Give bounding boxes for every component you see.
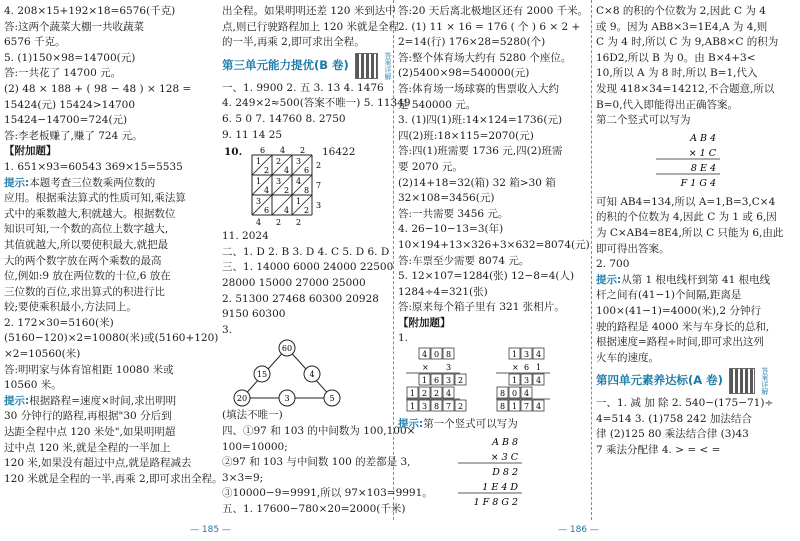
text-line: (2)5400×98=540000(元) <box>398 67 530 80</box>
text-line: 答:四(1)班需要 1736 元,四(2)班需 <box>398 145 563 158</box>
text-line: 3. (1)四(1)班:14×124=1736(元) <box>398 114 563 127</box>
grid-bottom-digit: 2 <box>296 218 302 228</box>
text-line: (2) 48 × 188 + ( 98 − 48 ) × 128 = <box>4 82 192 95</box>
grid-bottom-digit: 2 <box>276 218 282 228</box>
qr-code-icon[interactable] <box>355 53 378 79</box>
grid-cell-digit: 1 <box>256 177 262 187</box>
vertical-1-digit: 3 <box>422 402 428 412</box>
text-line: 10560 米。 <box>4 379 62 392</box>
text-line: 其值就越大,所以要使积最大,就把最 <box>4 238 169 251</box>
text-line: 2. (1) 11 × 16 = 176 ( 个 ) 6 × 2 + <box>398 20 581 33</box>
text-line: 2. 700 <box>596 258 630 271</box>
grid-side-digit: 2 <box>316 161 322 171</box>
text-line: 根据速度=路程÷时间,即可求出这列 <box>596 336 764 349</box>
text-line: 11. 2024 <box>222 230 269 243</box>
text-line: 为 C×AB4=8E4,所以 C 只能为 6,由此 <box>596 226 784 239</box>
vertical-1-digit: 3 <box>446 363 452 373</box>
text-line: ③10000−9=9991,所以 97×103=9991。 <box>222 487 433 500</box>
vertical-1-digit: 1 <box>410 402 416 412</box>
text-line: 100×(41−1)=4000(米),2 分钟行 <box>596 304 761 317</box>
text-line: 答:这两个蔬菜大棚一共收蔬菜 <box>4 20 145 33</box>
text-line: 提示:第一个竖式可以写为 <box>398 418 518 431</box>
vertical-1-digit: 8 <box>446 350 452 360</box>
text-line: 五、1. 17600−780×20=2000(千米) <box>222 502 406 515</box>
vertical-2-digit: 1 <box>512 350 518 360</box>
column-1 <box>4 4 223 487</box>
vertical-1-digit: 3 <box>446 376 452 386</box>
text-line: 四(2)班:18×115=2070(元) <box>398 129 534 142</box>
right-divider <box>591 0 592 520</box>
text-line: 4=514 3. (1)758 242 加法结合 <box>596 412 752 425</box>
text-line: 16D2,所以 B 为 0。由 B×4+3< <box>596 51 756 64</box>
text-line: 驶的路程是 4000 米与车身长的总和, <box>596 320 770 333</box>
vertical-1-digit: × <box>422 363 429 373</box>
text-line: 的一半,再乘 2,即可求出全程。 <box>222 36 365 49</box>
text-line: 15424−14700=724(元) <box>4 114 128 127</box>
grid-bottom-digit: 4 <box>256 218 262 228</box>
text-line: 32×108=3456(元) <box>398 192 495 205</box>
vertical-2-digit: 6 <box>524 363 530 373</box>
triangle-note: (填法不唯一) <box>222 409 283 422</box>
vertical-2-digit: 0 <box>512 389 518 399</box>
text-line: 答:整个体育场大约有 5280 个座位。 <box>398 51 572 64</box>
text-line: 提示:本题考查三位数乘两位数的 <box>4 176 156 189</box>
eq1svg-row: D 8 2 <box>492 466 518 478</box>
eq2svg-row: A B 4 <box>690 132 716 144</box>
page-number-right: — 186 — <box>558 525 599 535</box>
circle-number: 5 <box>329 394 335 404</box>
text-line: 5. (1)150×98=14700(元) <box>4 51 136 64</box>
triangle-puzzle <box>222 338 392 408</box>
text-line: 4. 26−10−13=3(年) <box>398 223 504 236</box>
grid-cell-digit: 2 <box>276 157 282 167</box>
grid-question-number: 10. <box>224 146 243 159</box>
vertical-2-digit: 4 <box>536 376 542 386</box>
grid-cell-digit: 3 <box>296 157 302 167</box>
text-line: 15424(元) 15424>14700 <box>4 98 136 111</box>
triangle-svg <box>232 338 342 408</box>
text-line: 较;要使乘积最小,方法同上。 <box>4 301 137 314</box>
text-line: 达距全程中点 120 米处",如果明明超 <box>4 426 176 439</box>
column-3 <box>398 4 588 515</box>
text-line: 6. 5 0 7. 14760 8. 2750 <box>222 112 346 125</box>
section-title-2: 第四单元素养达标(A 卷) <box>596 373 723 388</box>
text-line: 120 米,如果没有超过中点,就是路程减去 <box>4 457 192 470</box>
text-line: ×2=10560(米) <box>4 348 81 361</box>
equation-2 <box>596 129 796 195</box>
text-line: 答:一共需要 3456 元。 <box>398 207 509 220</box>
eq1svg-row: × 3 C <box>490 451 518 463</box>
qr-label-2: 答案详解 <box>760 367 769 396</box>
text-line: 过中点 120 米,就是全程的一半加上 <box>4 441 171 454</box>
text-line: 三、1. 14000 6000 24000 22500 <box>222 261 394 274</box>
text-line: 一、1. 9900 2. 五 3. 13 4. 1476 <box>222 81 384 94</box>
text-line: 答:一共花了 14700 元。 <box>4 67 122 80</box>
text-line: 【附加题】 <box>4 145 57 158</box>
grid-cell-digit: 6 <box>304 166 310 176</box>
text-line: (5160−120)×2=10080(米)或(5160+120) <box>4 332 219 345</box>
grid-side-digit: 7 <box>316 181 322 191</box>
vertical-1-digit: 8 <box>434 402 440 412</box>
text-line: 答:车票至少需要 8074 元。 <box>398 254 530 267</box>
text-line: 1. <box>398 332 409 345</box>
text-line: 发现 418×34=14212,不合题意,所以 <box>596 82 775 95</box>
grid-cell-digit: 3 <box>276 177 282 187</box>
text-line: C×8 的积的个位数为 2,因此 C 为 4 <box>596 5 766 17</box>
text-line: B=0,代入即能得出正确答案。 <box>596 98 739 111</box>
text-line: 要 2070 元。 <box>398 160 463 173</box>
grid-top-digit: 2 <box>300 146 306 156</box>
vertical-2-digit: 1 <box>512 402 518 412</box>
grid-cell-digit: 1 <box>256 157 262 167</box>
grid-answer: 16422 <box>322 146 356 159</box>
text-line: 120 米就是全程的一半,再乘 2,即可求出全程。 <box>4 472 223 485</box>
text-line: 提示:从第 1 根电线杆到第 41 根电线 <box>596 273 771 286</box>
lattice-grid-svg <box>228 143 328 229</box>
text-line: 100=10000; <box>222 440 288 453</box>
eq1svg-row: 1 F 8 G 2 <box>473 496 518 508</box>
vertical-2-digit: 1 <box>536 363 542 373</box>
vertical-2-digit: 4 <box>536 350 542 360</box>
vertical-1-digit: 1 <box>422 376 428 386</box>
text-line: 【附加题】 <box>398 316 451 329</box>
text-line: 杆之间有(41−1)个间隔,距离是 <box>596 289 742 302</box>
text-line: 大的两个数字放在两个乘数的最高 <box>4 254 162 267</box>
text-line: 第二个竖式可以写为 <box>596 114 691 127</box>
vertical-1-digit: 2 <box>458 402 464 412</box>
vertical-multiplications <box>398 347 588 417</box>
text-line: 答:原来每个箱子里有 321 张相片。 <box>398 301 565 314</box>
equation-1-svg <box>398 433 578 515</box>
text-line: 一、1. 减 加 除 2. 540−(175−71)÷ <box>596 397 774 410</box>
circle-number: 3 <box>284 394 290 404</box>
text-line: 1284÷4=321(张) <box>398 285 488 298</box>
text-line: 28000 15000 27000 25000 <box>222 276 366 289</box>
grid-cell-digit: 2 <box>304 206 310 216</box>
text-line: 3. <box>222 323 233 336</box>
column-4 <box>596 4 796 459</box>
eq2svg-row: 8 E 4 <box>690 162 716 174</box>
vertical-2-digit: 4 <box>536 402 542 412</box>
text-line: 9. 11 14 25 <box>222 128 283 141</box>
text-line: 应用。根据乘法算式的性质可知,乘法算 <box>4 192 186 205</box>
vertical-2-digit: 1 <box>512 376 518 386</box>
text-line: 答:体育场一场球赛的售票收入大约 <box>398 82 560 95</box>
text-line: 2=14(行) 176×28=5280(个) <box>398 36 546 49</box>
circle-number: 60 <box>281 344 293 354</box>
text-line: 4. 249×2≈500(答案不唯一) 5. 11349 <box>222 97 411 110</box>
grid-cell-digit: 8 <box>304 186 310 196</box>
grid-top-digit: 6 <box>260 146 266 156</box>
vertical-2-digit: 8 <box>500 389 506 399</box>
text-line: 答:李老板赚了,赚了 724 元。 <box>4 129 143 142</box>
vertical-2-digit: 7 <box>524 402 530 412</box>
text-line: 1. 651×93=60543 369×15=5535 <box>4 160 183 173</box>
circle-number: 20 <box>236 394 248 404</box>
text-line: 2. 172×30=5160(米) <box>4 316 114 329</box>
qr-code-icon-2[interactable] <box>729 368 755 394</box>
vertical-2-digit: × <box>512 363 519 373</box>
grid-cell-digit: 1 <box>296 197 302 207</box>
grid-top-digit: 4 <box>280 146 286 156</box>
text-line: 点,则已行驶路程加上 120 米就是全程 <box>222 20 400 33</box>
text-line: ②97 和 103 与中间数 100 的差都是 3, <box>222 456 411 469</box>
text-line: (2)14+18=32(箱) 32 箱>30 箱 <box>398 176 556 189</box>
vertical-1-digit: 7 <box>446 402 452 412</box>
text-line: 答:20 天后离北极地区还有 2000 千米。 <box>398 5 589 17</box>
grid-cell-digit: 6 <box>264 206 270 216</box>
text-line: 四、①97 和 103 的中间数为 100,100× <box>222 424 416 437</box>
text-line: 3×3=9; <box>222 471 264 484</box>
text-line: 律 (2)125 80 乘法结合律 (3)43 <box>596 428 749 441</box>
grid-cell-digit: 4 <box>284 206 290 216</box>
text-line: 10×194+13×326+3×632=8074(元) <box>398 238 590 251</box>
vertical-2-digit: 3 <box>524 350 530 360</box>
text-line: 三位数的百位,求出算式的积进行比 <box>4 285 165 298</box>
vertical-1-digit: 4 <box>446 389 452 399</box>
text-line: 二、1. D 2. B 3. D 4. C 5. D 6. D <box>222 245 390 258</box>
text-line: 可知 AB4=134,所以 A=1,B=3,C×4 <box>596 195 776 208</box>
vertical-1-digit: 0 <box>434 350 440 360</box>
grid-side-digit: 3 <box>316 201 322 211</box>
text-line: 知识可知,一个数的高位上数字越大, <box>4 223 169 236</box>
eq1svg-row: A B 8 <box>492 436 518 448</box>
text-line: 火车的速度。 <box>596 351 659 364</box>
eq2svg-row: × 1 C <box>688 147 716 159</box>
section-title: 第三单元能力提优(B 卷) <box>222 57 349 72</box>
eq1svg-row: 1 E 4 D <box>482 481 518 493</box>
text-line: 位,例如:9 放在两位数的十位,6 放在 <box>4 270 171 283</box>
vertical-1-digit: 2 <box>458 376 464 386</box>
text-line: 提示:根据路程=速度×时间,求出明明 <box>4 394 177 407</box>
text-line: 5. 12×107=1284(张) 12−8=4(人) <box>398 270 575 283</box>
text-line: 6576 千克。 <box>4 36 66 49</box>
text-line: 或 9。因为 AB8×3=1E4,A 为 4,则 <box>596 20 768 33</box>
grid-cell-digit: 4 <box>264 186 270 196</box>
multiplication-grid <box>222 143 392 229</box>
page-number-left: — 185 — <box>190 525 231 535</box>
grid-cell-digit: 4 <box>284 166 290 176</box>
text-line: 2. 51300 27468 60300 20928 <box>222 292 379 305</box>
vertical-1-digit: 6 <box>434 376 440 386</box>
vertical-1-digit: 2 <box>422 389 428 399</box>
vertical-1-digit: 1 <box>410 389 416 399</box>
text-line: 即可得出答案。 <box>596 242 670 255</box>
equation-1 <box>398 433 588 515</box>
text-line: 式中的乘数越大,积就越大。根据数位 <box>4 207 176 220</box>
eq2svg-row: F 1 G 4 <box>680 177 716 189</box>
text-line: 30 分钟行的路程,再根据"30 分后到 <box>4 410 172 423</box>
equation-2-svg <box>596 129 776 195</box>
center-divider <box>393 0 394 520</box>
text-line: 7 乘法分配律 4. > = < = <box>596 444 721 457</box>
grid-cell-digit: 2 <box>284 186 290 196</box>
grid-cell-digit: 4 <box>296 177 302 187</box>
circle-number: 4 <box>309 370 315 380</box>
section-header-a <box>596 368 796 394</box>
grid-cell-digit: 3 <box>256 197 262 207</box>
text-line: 答:明明家与体育馆相距 10080 米或 <box>4 363 174 376</box>
qr-label: 答案详解 <box>384 51 392 80</box>
vertical-2-digit: 4 <box>524 389 530 399</box>
text-line: 是 540000 元。 <box>398 98 477 111</box>
vertical-1-digit: 2 <box>434 389 440 399</box>
circle-number: 15 <box>256 370 268 380</box>
text-line: 9150 60300 <box>222 308 286 321</box>
text-line: C 为 4 时,所以 C 为 9,AB8×C 的积为 <box>596 36 779 49</box>
vertical-2-digit: 8 <box>500 402 506 412</box>
section-header-b <box>222 53 392 79</box>
grid-cell-digit: 2 <box>264 166 270 176</box>
text-line: 出全程。如果明明还差 120 米到达中 <box>222 5 396 17</box>
vertical-calc-svg <box>398 347 578 417</box>
text-line: 4. 208×15+192×18=6576(千克) <box>4 5 176 17</box>
vertical-1-digit: 4 <box>422 350 428 360</box>
text-line: 10,所以 A 为 8 时,所以 B=1,代入 <box>596 67 758 80</box>
text-line: 的积的个位数为 4,因此 C 为 1 或 6,因 <box>596 211 777 224</box>
vertical-2-digit: 3 <box>524 376 530 386</box>
